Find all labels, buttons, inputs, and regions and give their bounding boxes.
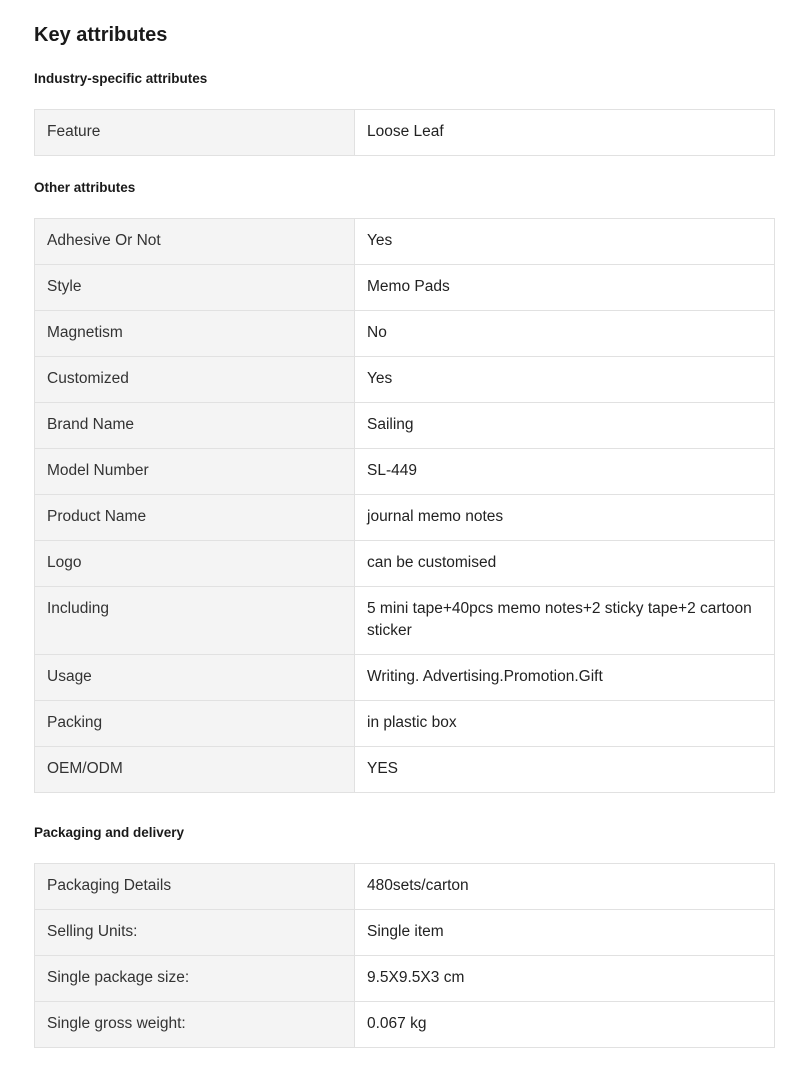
attributes-table-industry-specific — [34, 109, 775, 156]
attribute-key: Brand Name — [35, 403, 355, 449]
attribute-value: 0.067 kg — [355, 1002, 775, 1048]
attribute-key: Model Number — [35, 449, 355, 495]
attribute-value: 9.5X9.5X3 cm — [355, 956, 775, 1002]
table-row — [35, 265, 775, 311]
table-row — [35, 655, 775, 701]
attribute-value: No — [355, 311, 775, 357]
section-title-other: Other attributes — [34, 180, 136, 195]
attribute-key: Single package size: — [35, 956, 355, 1002]
attribute-key: OEM/ODM — [35, 747, 355, 793]
section-title-industry-specific: Industry-specific attributes — [34, 71, 208, 86]
attribute-value: 480sets/carton — [355, 864, 775, 910]
table-row — [35, 910, 775, 956]
table-row — [35, 403, 775, 449]
table-row — [35, 1002, 775, 1048]
table-row — [35, 956, 775, 1002]
attribute-value: SL-449 — [355, 449, 775, 495]
attribute-key: Logo — [35, 541, 355, 587]
attribute-key: Including — [35, 587, 355, 655]
attributes-table-other — [34, 218, 775, 793]
table-row — [35, 495, 775, 541]
attribute-value: Sailing — [355, 403, 775, 449]
table-row — [35, 747, 775, 793]
attribute-value: Writing. Advertising.Promotion.Gift — [355, 655, 775, 701]
attribute-key: Selling Units: — [35, 910, 355, 956]
attribute-value: Loose Leaf — [355, 110, 775, 156]
attributes-table-packaging — [34, 863, 775, 1048]
attribute-key: Packaging Details — [35, 864, 355, 910]
table-row — [35, 541, 775, 587]
attribute-value: journal memo notes — [355, 495, 775, 541]
table-row — [35, 219, 775, 265]
attribute-value: Memo Pads — [355, 265, 775, 311]
attribute-value: YES — [355, 747, 775, 793]
attribute-key: Feature — [35, 110, 355, 156]
attribute-key: Magnetism — [35, 311, 355, 357]
attribute-key: Usage — [35, 655, 355, 701]
attribute-key: Product Name — [35, 495, 355, 541]
attribute-value: Yes — [355, 357, 775, 403]
attribute-key: Customized — [35, 357, 355, 403]
table-row — [35, 110, 775, 156]
table-row — [35, 701, 775, 747]
table-row — [35, 357, 775, 403]
table-row — [35, 864, 775, 910]
attribute-value: Yes — [355, 219, 775, 265]
attribute-key: Style — [35, 265, 355, 311]
attribute-key: Single gross weight: — [35, 1002, 355, 1048]
page-title: Key attributes — [34, 24, 168, 46]
table-row — [35, 587, 775, 655]
attribute-value: 5 mini tape+40pcs memo notes+2 sticky tape+2 cartoon sticker — [355, 587, 775, 655]
attribute-value: in plastic box — [355, 701, 775, 747]
attribute-value: Single item — [355, 910, 775, 956]
section-title-packaging-delivery: Packaging and delivery — [34, 825, 185, 840]
attribute-key: Adhesive Or Not — [35, 219, 355, 265]
attribute-key: Packing — [35, 701, 355, 747]
table-row — [35, 311, 775, 357]
attribute-value: can be customised — [355, 541, 775, 587]
table-row — [35, 449, 775, 495]
